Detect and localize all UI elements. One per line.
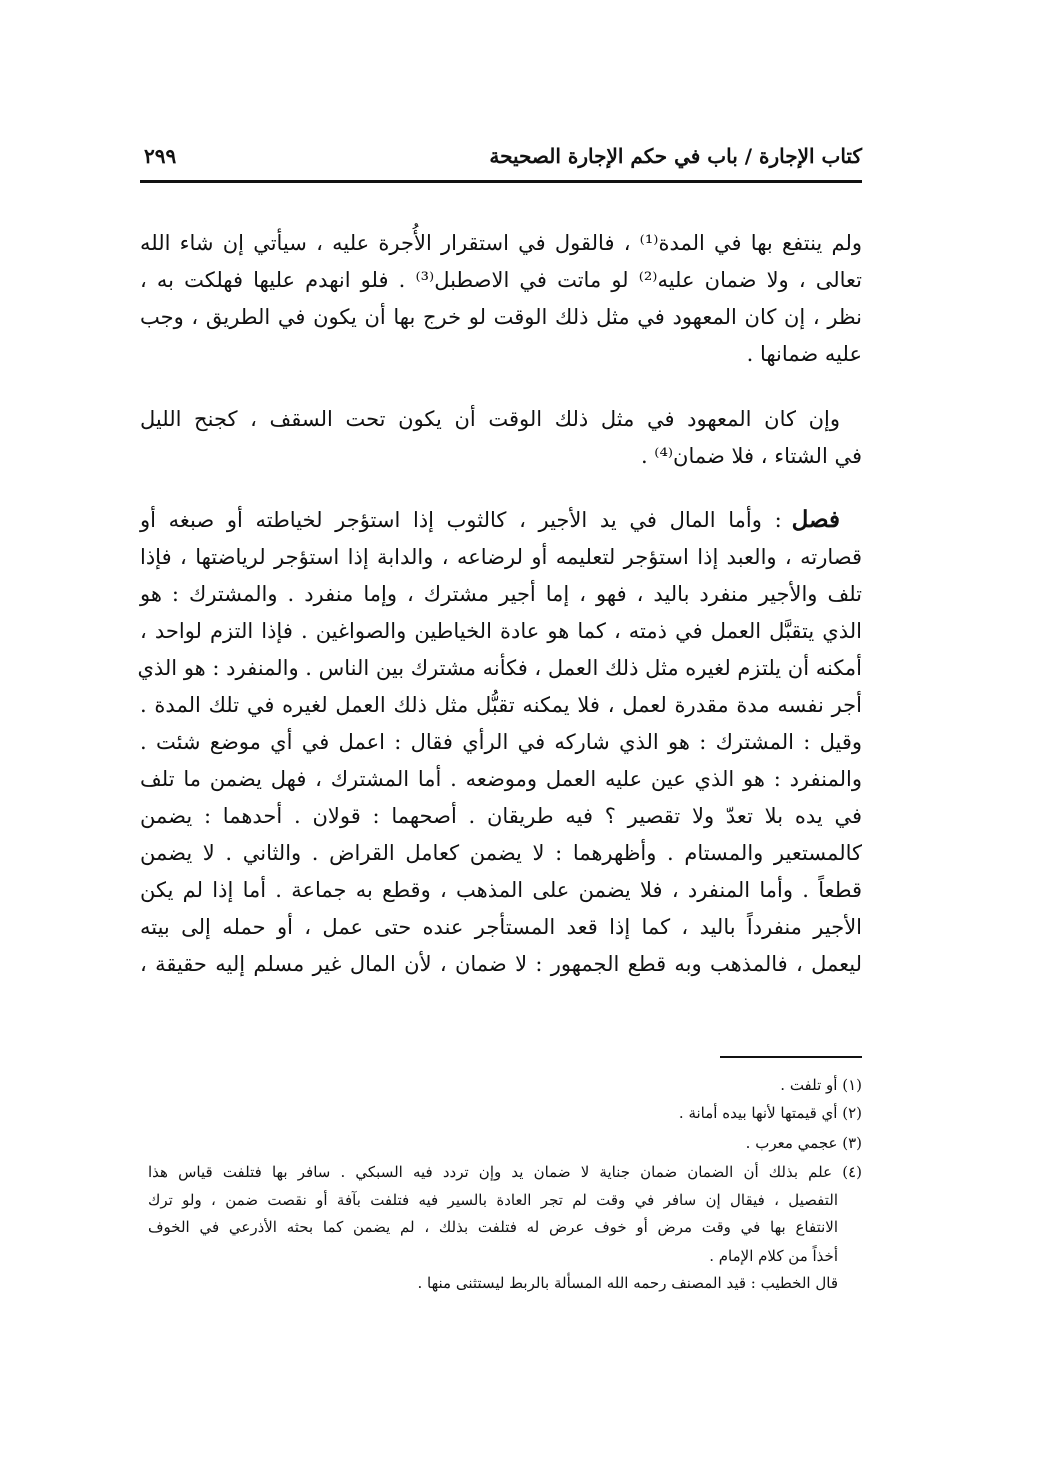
body-line: تلف والأجير منفرد باليد ، فهو ، إما أجير مشترك ، وإما منفرد . والمشترك : هو <box>140 582 862 606</box>
body-line: قطعاً . وأما المنفرد ، فلا يضمن على المذهب ، وقطع به جماعة . أما إذا لم يكن <box>140 878 862 902</box>
footnote-4-line: التفصيل ، فيقال إن سافر في وقت لم تجر العادة بالسير فيه فتلفت بآفة أو نقصت ضمن ، ولو ترك <box>148 1191 838 1209</box>
body-text: : وأما المال في يد الأجير ، كالثوب إذا استؤجر لخياطته أو صبغه أو <box>140 508 782 532</box>
page-number: ٢٩٩ <box>144 144 177 168</box>
body-line: كالمستعير والمستام . وأظهرهما : لا يضمن كعامل القراض . والثاني . لا يضمن <box>140 841 862 865</box>
body-line: تعالى ، ولا ضمان عليه⁽²⁾ لو ماتت في الاصطبل⁽³⁾ . فلو انهدم عليها فهلكت به ، <box>140 268 863 292</box>
footnote-2: (٢) أي قيمتها لأنها بيده أمانة . <box>678 1104 862 1122</box>
body-line: وإن كان المعهود في مثل ذلك الوقت أن يكون تحت السقف ، كجنح الليل <box>140 407 840 431</box>
body-line: وقيل : المشترك : هو الذي شاركه في الرأي فقال : اعمل في أي موضع شئت . <box>140 730 862 754</box>
footnote-4-line: قال الخطيب : قيد المصنف رحمه الله المسألة بالربط ليستثنى منها . <box>417 1274 838 1292</box>
footnote-separator <box>720 1056 862 1058</box>
running-header <box>140 140 862 174</box>
body-line: قصارته ، والعبد إذا استؤجر لتعليمه أو لرضاعه ، والدابة إذا استؤجر لرياضتها ، فإذا <box>140 545 862 569</box>
body-line: عليه ضمانها . <box>746 342 862 366</box>
body-line: والمنفرد : هو الذي عين عليه العمل وموضعه . أما المشترك ، فهل يضمن ما تلف <box>140 767 862 791</box>
section-first-line <box>140 502 840 538</box>
footnote-4: (٤) علم بذلك أن الضمان ضمان جناية لا ضمان يد وإن تردد فيه السبكي . سافر بها فتلفت قياس هذا <box>148 1163 862 1181</box>
body-line: الذي يتقبَّل العمل في ذمته ، كما هو عادة الخياطين والصواغين . فإذا التزم لواحد ، <box>140 619 862 643</box>
body-line: أمكنه أن يلتزم لغيره مثل ذلك العمل ، فكأنه مشترك بين الناس . والمنفرد : هو الذي <box>137 656 862 680</box>
body-line: أجر نفسه مدة مقدرة لعمل ، فلا يمكنه تقبُّل مثل ذلك العمل لغيره في تلك المدة . <box>140 693 862 717</box>
chapter-title: كتاب الإجارة / باب في حكم الإجارة الصحيحة <box>489 144 862 168</box>
header-rule <box>140 180 862 183</box>
footnote-4-line: الانتفاع بها في وقت مرض أو خوف عرض له فتلفت بذلك ، لم يضمن كما بحثه الأذرعي في الخوف <box>148 1218 838 1236</box>
body-line: الأجير منفرداً باليد ، كما إذا قعد المستأجر عنده حتى عمل ، أو حمله إلى بيته <box>140 915 862 939</box>
body-line: ليعمل ، فالمذهب وبه قطع الجمهور : لا ضمان ، لأن المال غير مسلم إليه حقيقة ، <box>140 952 862 976</box>
section-heading: فصل <box>791 506 840 533</box>
body-line: نظر ، إن كان المعهود في مثل ذلك الوقت لو خرج بها أن يكون في الطريق ، وجب <box>140 305 862 329</box>
body-line: في يده بلا تعدّ ولا تقصير ؟ فيه طريقان . أصحهما : قولان . أحدهما : يضمن <box>140 804 862 828</box>
footnote-1: (١) أو تلفت . <box>780 1076 862 1094</box>
footnote-4-line: أخذاً من كلام الإمام . <box>709 1247 838 1265</box>
footnote-3: (٣) عجمي معرب . <box>745 1134 862 1152</box>
body-line: ولم ينتفع بها في المدة⁽¹⁾ ، فالقول في استقرار الأُجرة عليه ، سيأتي إن شاء الله <box>140 231 862 255</box>
body-line: في الشتاء ، فلا ضمان⁽⁴⁾ . <box>640 444 862 468</box>
